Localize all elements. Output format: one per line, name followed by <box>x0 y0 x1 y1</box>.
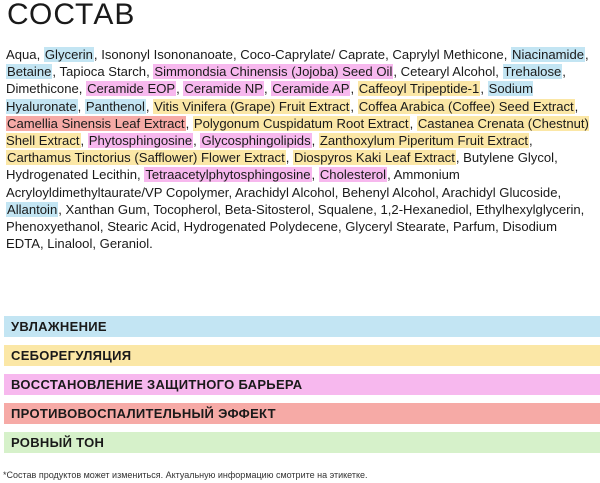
ingredient: Caprylyl Methicone <box>392 47 504 62</box>
ingredient: Diospyros Kaki Leaf Extract <box>294 150 455 166</box>
ingredient: Cholesterol <box>319 167 387 183</box>
legend <box>4 316 600 461</box>
ingredient: Trehalose <box>503 64 562 80</box>
ingredient: Glycerin <box>44 47 93 62</box>
ingredient: Coco-Caprylate/ Caprate <box>240 47 386 62</box>
ingredient: Vitis Vinifera (Grape) Fruit Extract <box>154 98 350 114</box>
ingredient: Aqua <box>6 47 37 62</box>
ingredient: Geraniol <box>99 236 150 252</box>
ingredient: Camellia Sinensis Leaf Extract <box>7 115 185 131</box>
ingredient: Tetraacetylphytosphingosine <box>145 167 311 183</box>
ingredient: Simmondsia Chinensis (Jojoba) Seed Oil <box>154 64 393 80</box>
ingredient: Zanthoxylum Piperitum Fruit Extract <box>319 133 529 149</box>
ingredient: Castanea Crenata (Chestnut) Shell Extract <box>6 115 589 149</box>
ingredient: Xanthan Gum <box>65 201 147 217</box>
ingredient: Ceramide AP <box>272 81 350 97</box>
ingredient: Ceramide EOP <box>87 81 176 97</box>
ingredient: Beta-Sitosterol <box>224 201 311 217</box>
page-title: СОСТАВ <box>7 0 136 31</box>
ingredient: Dimethicone <box>6 81 79 97</box>
legend-item-blue: УВЛАЖНЕНИЕ <box>4 316 600 337</box>
ingredient: Niacinamide <box>511 47 585 62</box>
ingredient: Arachidyl Alcohol <box>235 184 335 200</box>
ingredient: Disodium EDTA <box>6 219 557 252</box>
ingredient: Arachidyl Glucoside <box>441 184 558 200</box>
ingredient: Allantoin <box>7 201 58 217</box>
ingredient: Ammonium Acryloyldimethyltaurate/VP Copolymer <box>6 167 460 200</box>
ingredient: Phenoxyethanol <box>6 219 100 235</box>
ingredient: 1,2-Hexanediol <box>380 201 469 217</box>
ingredient: Parfum <box>452 219 496 235</box>
ingredient: Cetearyl Alcohol <box>400 64 496 80</box>
ingredient: Linalool <box>47 236 93 252</box>
footnote: *Состав продуктов может измениться. Актуальную информацию смотрите на этикетке. <box>3 470 368 480</box>
ingredient: Stearic Acid <box>107 219 177 235</box>
ingredient: Ethylhexylglycerin <box>475 201 581 217</box>
ingredient: Hydrogenated Lecithin <box>6 167 138 183</box>
ingredient: Polygonum Cuspidatum Root Extract <box>193 115 409 131</box>
ingredient: Betaine <box>7 64 52 80</box>
legend-item-red: ПРОТИВОВОСПАЛИТЕЛЬНЫЙ ЭФФЕКТ <box>4 403 600 424</box>
ingredient: Phytosphingosine <box>88 133 193 149</box>
ingredient: Squalene <box>317 201 374 217</box>
legend-item-yellow: СЕБОРЕГУЛЯЦИЯ <box>4 345 600 366</box>
ingredient: Hydrogenated Polydecene <box>183 219 338 235</box>
ingredient: Coffea Arabica (Coffee) Seed Extract <box>358 98 574 114</box>
ingredient: Butylene Glycol <box>463 150 555 166</box>
ingredient: Carthamus Tinctorius (Safflower) Flower Extract <box>7 150 285 166</box>
legend-item-pink: ВОССТАНОВЛЕНИЕ ЗАЩИТНОГО БАРЬЕРА <box>4 374 600 395</box>
ingredient: Sodium Hyaluronate <box>6 81 533 114</box>
ingredient: Ceramide NP <box>184 81 263 97</box>
ingredient: Behenyl Alcohol <box>342 184 436 200</box>
ingredient: Tocopherol <box>153 201 218 217</box>
legend-item-green: РОВНЫЙ ТОН <box>4 432 600 453</box>
ingredients-list: Aqua, Glycerin, Isononyl Isononanoate, Coco-Caprylate/ Caprate, Caprylyl Methicone, Niacinamide, Betaine, Tapioca Starch, Simmondsia Chinensis (Jojoba) Seed Oil, Cetearyl Alcohol, Trehalose, Dimethicone, Ceramide EOP, Ceramide NP, Ceramide AP, Caffeoyl Tripeptide-1, Sodium Hyaluronate, Panthenol, Vitis Vinifera (Grape) Fruit Extract, Coffea Arabica (Coffee) Seed Extract, Camellia Sinensis Leaf Extract, Polygonum Cuspidatum Root Extract, Castanea Crenata (Chestnut) Shell Extract, Phytosphingosine, Glycosphingolipids, Zanthoxylum Piperitum Fruit Extract, Carthamus Tinctorius (Safflower) Flower Extract, Diospyros Kaki Leaf Extract, Butylene Glycol, Hydrogenated Lecithin, Tetraacetylphytosphingosine, Cholesterol, Ammonium Acryloyldimethyltaurate/VP Copolymer, Arachidyl Alcohol, Behenyl Alcohol, Arachidyl Glucoside, Allantoin, Xanthan Gum, Tocopherol, Beta-Sitosterol, Squalene, 1,2-Hexanediol, Ethylhexylglycerin, Phenoxyethanol, Stearic Acid, Hydrogenated Polydecene, Glyceryl Stearate, Parfum, Disodium EDTA, Linalool, Geraniol. <box>6 47 589 252</box>
ingredient: Caffeoyl Tripeptide-1 <box>358 81 480 97</box>
ingredient: Glyceryl Stearate <box>345 219 446 235</box>
ingredient: Tapioca Starch <box>59 64 147 80</box>
ingredient: Isononyl Isononanoate <box>101 47 233 62</box>
ingredient: Panthenol <box>85 98 145 114</box>
ingredient: Glycosphingolipids <box>201 133 311 149</box>
